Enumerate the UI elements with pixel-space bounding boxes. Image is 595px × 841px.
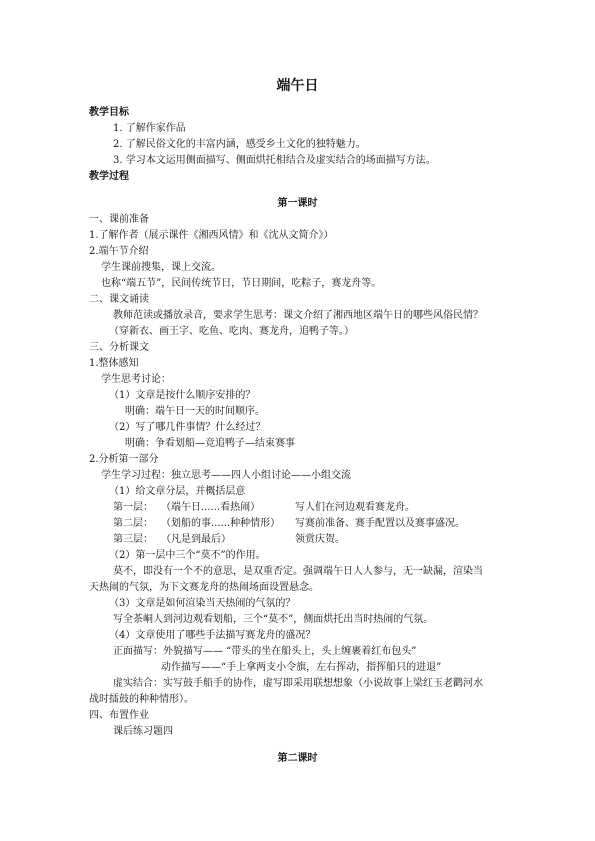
goal-item: 1. 了解作家作品: [113, 123, 186, 134]
layer-range: （划船的事......种种情形）: [161, 518, 281, 529]
text-line: （2）写了哪几件事情？什么经过？: [109, 422, 266, 433]
text-line: 2.分析第一部分: [89, 454, 159, 465]
text-line: 虚实结合：实写鼓手船手的协作，虚写即采用联想想象（小说故事上梁红玉老鹳河水: [113, 678, 483, 689]
goals-heading: 教学目标: [89, 107, 129, 118]
process-heading: 教学过程: [89, 171, 129, 182]
lesson-heading: 第一课时: [277, 198, 318, 209]
section-heading: 一、课前准备: [89, 214, 149, 225]
section-heading: 三、分析课文: [89, 342, 149, 353]
text-line: （4）文章使用了哪些手法描写赛龙舟的盛况？: [109, 630, 316, 641]
goal-item: 2. 了解民俗文化的丰富内涵，感受乡土文化的独特魅力。: [113, 139, 366, 150]
section-heading: 二、课文诵读: [89, 294, 149, 305]
layer-desc: 写人们在河边观看赛龙舟。: [295, 502, 415, 513]
lesson-heading: 第二课时: [277, 753, 318, 764]
text-line: 2.端午节介绍: [89, 246, 149, 257]
page-title: 端午日: [276, 78, 319, 94]
section-heading: 四、布置作业: [89, 710, 149, 721]
layer-desc: 领赏庆贺。: [295, 534, 345, 545]
text-line: （2）第一层中三个“莫不”的作用。: [109, 550, 266, 561]
text-line: 明确：争看划船—竞追鸭子—结束赛事: [125, 438, 295, 449]
layer-name: 第三层：: [113, 534, 153, 545]
text-line: 教师范读或播放录音，要求学生思考：课文介绍了湘西地区端午日的哪些风俗民情？: [113, 310, 483, 321]
text-line: 学生课前搜集，课上交流。: [101, 262, 221, 273]
text-line: 莫不，即没有一个不的意思，是双重否定。强调端午日人人参与，无一缺漏，渲染当: [113, 566, 483, 577]
text-line: 学生思考讨论：: [101, 374, 171, 385]
layer-name: 第二层：: [113, 518, 153, 529]
text-line: 正面描写：外貌描写—— “带头的坐在船头上，头上缠裹着红布包头”: [113, 646, 417, 657]
text-line: （1）给文章分层，并概括层意: [109, 486, 246, 497]
text-line: （3）文章是如何渲染当天热闹的气氛的？: [109, 598, 296, 609]
text-line: 明确：端午日一天的时间顺序。: [125, 406, 265, 417]
layer-name: 第一层：: [113, 502, 153, 513]
text-line: （1）文章是按什么顺序安排的？: [109, 390, 256, 401]
text-line: 1.整体感知: [89, 358, 139, 369]
layer-desc: 写赛前准备、赛手配置以及赛事盛况。: [295, 518, 465, 529]
text-line: 天热闹的气氛，为下文赛龙舟的热闹场面设置悬念。: [89, 582, 319, 593]
text-line: 战时擂鼓的种种情形）。: [89, 694, 194, 705]
text-line: 课后练习题四: [113, 726, 173, 737]
text-line: 动作描写——“手上拿两支小令旗，左右挥动，指挥船只的进退”: [161, 662, 442, 673]
text-line: 也称“端五节”，民间传统节日，节日期间，吃粽子，赛龙舟等。: [101, 278, 382, 289]
text-line: 1.了解作者（展示课件《湘西风情》和《沈从文简介》）: [89, 230, 334, 241]
layer-range: （端午日......看热闹）: [161, 502, 261, 513]
text-line: （穿新衣、画王字、吃鱼、吃肉、赛龙舟，追鸭子等。）: [109, 326, 354, 337]
text-line: 写全茶峒人到河边观看划船，三个“莫不”，侧面烘托出当时热闹的气氛。: [113, 614, 434, 625]
goal-item: 3. 学习本文运用侧面描写、侧面烘托相结合及虚实结合的场面描写方法。: [113, 155, 436, 166]
layer-range: （凡是到最后）: [161, 534, 231, 545]
text-line: 学生学习过程：独立思考——四人小组讨论——小组交流: [101, 470, 351, 481]
